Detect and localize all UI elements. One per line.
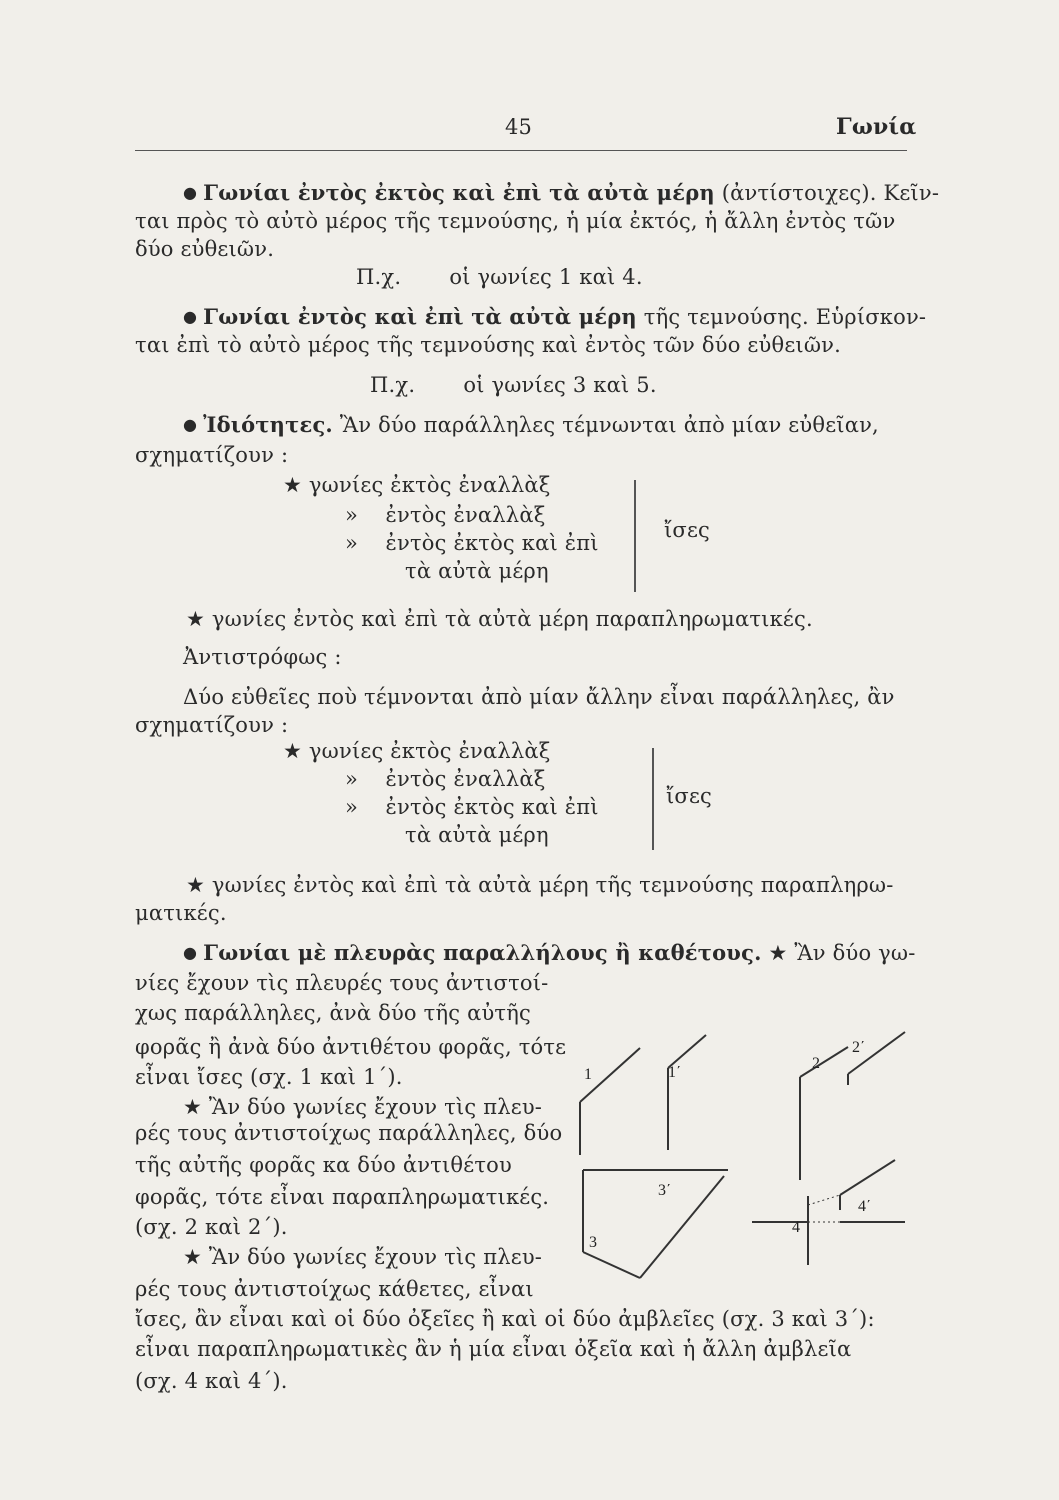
fig4-dashed-line bbox=[808, 1195, 840, 1205]
equal-label: ἴσες bbox=[664, 518, 711, 542]
fig-label: 3 bbox=[589, 1234, 597, 1251]
section4-line: τῆς αὐτῆς φορᾶς κα δύο ἀντιθέτου bbox=[135, 1153, 512, 1177]
section4-line1 bbox=[183, 940, 916, 966]
section4-title: Γωνίαι μὲ πλευρὰς παραλλήλους ἢ καθέτους. bbox=[203, 940, 762, 965]
fig-label: 2 bbox=[812, 1055, 820, 1072]
bullet-icon: ● bbox=[183, 415, 198, 434]
section1-title: Γωνίαι ἐντὸς ἐκτὸς καὶ ἐπὶ τὰ αὐτὰ μέρη bbox=[203, 180, 715, 205]
supplementary-statement: ματικές. bbox=[135, 901, 227, 925]
brace-line bbox=[652, 748, 654, 850]
section4-line: εἶναι ἴσες (σχ. 1 καὶ 1΄). bbox=[135, 1065, 403, 1089]
bullet-icon: ● bbox=[183, 943, 198, 962]
fig-label: 4΄ bbox=[858, 1198, 872, 1215]
fig-label: 3΄ bbox=[658, 1182, 672, 1199]
converse-line2: σχηματίζουν : bbox=[135, 713, 289, 737]
section2-line1-rest: τῆς τεμνούσης. Εὑρίσκον- bbox=[643, 305, 927, 329]
running-title: Γωνία bbox=[836, 114, 917, 140]
section4-line: εἶναι παραπληρωματικὲς ἂν ἡ μία εἶναι ὀξεῖα καὶ ἡ ἄλλη ἀμβλεῖα bbox=[135, 1337, 852, 1361]
brace-line bbox=[634, 480, 636, 592]
fig3p-ray bbox=[640, 1176, 724, 1278]
property-list-item: » ἐντὸς ἐκτὸς καὶ ἐπὶ bbox=[345, 531, 599, 555]
property-list-item: ★ γωνίες ἐκτὸς ἐναλλὰξ bbox=[283, 473, 551, 497]
section1-line3: δύο εὐθειῶν. bbox=[135, 237, 275, 261]
section2-title: Γωνίαι ἐντὸς καὶ ἐπὶ τὰ αὐτὰ μέρη bbox=[203, 304, 637, 329]
fig2-ray bbox=[800, 1047, 848, 1077]
section2-line1 bbox=[183, 304, 926, 330]
fig1-ray bbox=[580, 1048, 640, 1102]
section4-line: φορᾶς, τότε εἶναι παραπληρωματικές. bbox=[135, 1185, 550, 1209]
section1-line1-rest: (ἀντίστοιχες). Κεῖν- bbox=[721, 181, 940, 205]
section1-example: Π.χ. οἱ γωνίες 1 καὶ 4. bbox=[356, 265, 643, 289]
converse-line1: Δύο εὐθεῖες ποὺ τέμνονται ἀπὸ μίαν ἄλλην εἶναι παράλληλες, ἂν bbox=[183, 685, 895, 709]
section4-line: ἴσες, ἂν εἶναι καὶ οἱ δύο ὀξεῖες ἢ καὶ οἱ δύο ἀμβλεῖες (σχ. 3 καὶ 3΄): bbox=[135, 1307, 875, 1331]
section2-example: Π.χ. οἱ γωνίες 3 καὶ 5. bbox=[370, 373, 657, 397]
section4-line: ρές τους ἀντιστοίχως παράλληλες, δύο bbox=[135, 1121, 563, 1145]
section4-line1-rest: ★ Ἂν δύο γω- bbox=[768, 941, 916, 965]
section4-line: ρές τους ἀντιστοίχως κάθετες, εἶναι bbox=[135, 1277, 534, 1301]
section2-line2: ται ἐπὶ τὸ αὐτὸ μέρος τῆς τεμνούσης καὶ ἐντὸς τῶν δύο εὐθειῶν. bbox=[135, 333, 841, 357]
section4-line: χως παράλληλες, ἀνὰ δύο τῆς αὐτῆς bbox=[135, 1001, 531, 1025]
page-number: 45 bbox=[505, 115, 533, 139]
section3-title: Ἰδιότητες. bbox=[203, 412, 333, 437]
equal-label: ἴσες bbox=[666, 784, 713, 808]
property-list-item: » ἐντὸς ἐκτὸς καὶ ἐπὶ bbox=[345, 795, 599, 819]
fig1p-ray bbox=[668, 1035, 706, 1068]
property-list-item: τὰ αὐτὰ μέρη bbox=[405, 559, 549, 583]
fig-label: 2΄ bbox=[852, 1039, 866, 1056]
fig4p-ray bbox=[840, 1160, 895, 1195]
fig-label: 4 bbox=[792, 1219, 800, 1236]
section1-line2: ται πρὸς τὸ αὐτὸ μέρος τῆς τεμνούσης, ἡ μία ἐκτός, ἡ ἄλλη ἐντὸς τῶν bbox=[135, 209, 896, 233]
fig3-ray bbox=[583, 1252, 640, 1278]
section4-line: (σχ. 2 καὶ 2΄). bbox=[135, 1215, 288, 1239]
bullet-icon: ● bbox=[183, 307, 198, 326]
section4-line: ★ Ἂν δύο γωνίες ἔχουν τὶς πλευ- bbox=[183, 1245, 543, 1269]
supplementary-statement: ★ γωνίες ἐντὸς καὶ ἐπὶ τὰ αὐτὰ μέρη παραπληρωματικές. bbox=[186, 607, 813, 631]
section3-line1-rest: Ἂν δύο παράλληλες τέμνωνται ἀπὸ μίαν εὐθεῖαν, bbox=[339, 413, 879, 437]
fig-label: 1΄ bbox=[668, 1064, 682, 1081]
section4-line: (σχ. 4 καὶ 4΄). bbox=[135, 1369, 288, 1393]
section4-line: ★ Ἂν δύο γωνίες ἔχουν τὶς πλευ- bbox=[183, 1095, 543, 1119]
header-rule bbox=[135, 150, 907, 151]
section3-line2: σχηματίζουν : bbox=[135, 443, 289, 467]
fig-label: 1 bbox=[584, 1066, 592, 1083]
fig2p-ray bbox=[848, 1032, 905, 1074]
section1-line1 bbox=[183, 180, 939, 206]
property-list-item: » ἐντὸς ἐναλλὰξ bbox=[345, 503, 546, 527]
property-list-item: τὰ αὐτὰ μέρη bbox=[405, 823, 549, 847]
property-list-item: ★ γωνίες ἐκτὸς ἐναλλὰξ bbox=[283, 739, 551, 763]
converse-title: Ἀντιστρόφως : bbox=[183, 645, 342, 669]
property-list-item: » ἐντὸς ἐναλλὰξ bbox=[345, 767, 546, 791]
bullet-icon: ● bbox=[183, 183, 198, 202]
section4-line: φορᾶς ἢ ἀνὰ δύο ἀντιθέτου φορᾶς, τότε bbox=[135, 1035, 567, 1059]
section3-line1 bbox=[183, 412, 879, 438]
section4-line: νίες ἔχουν τὶς πλευρές τους ἀντιστοί- bbox=[135, 971, 549, 995]
supplementary-statement: ★ γωνίες ἐντὸς καὶ ἐπὶ τὰ αὐτὰ μέρη τῆς τεμνούσης παραπληρω- bbox=[186, 873, 894, 897]
